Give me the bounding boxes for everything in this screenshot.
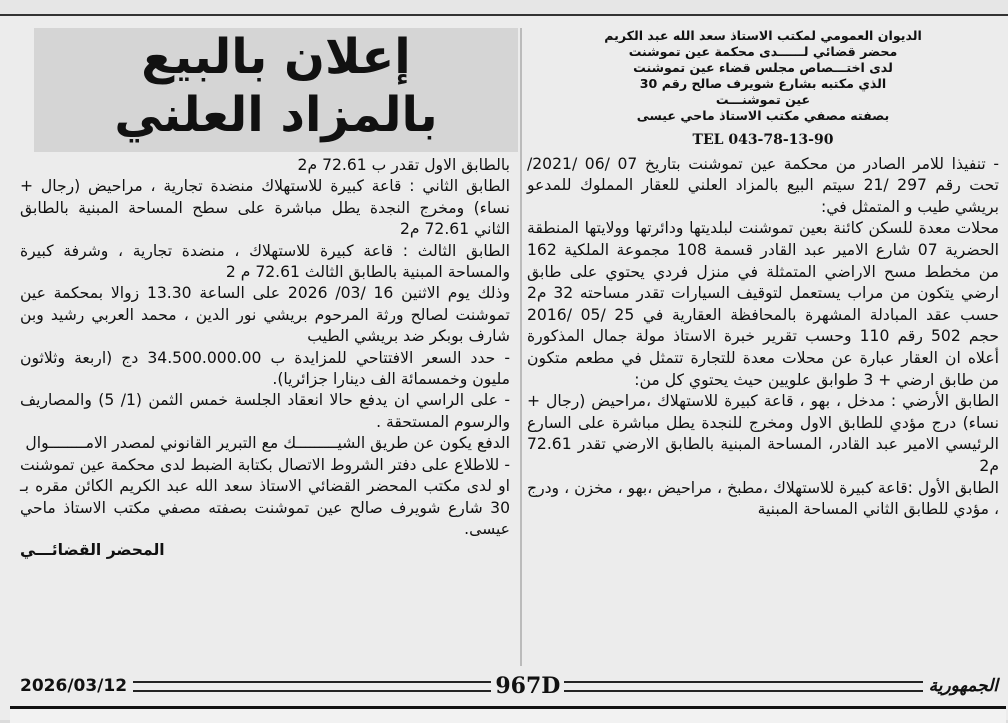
page-footer xyxy=(20,672,998,700)
body-paragraph: الطابق الثالث : قاعة كبيرة للاستهلاك ، منضدة تجارية ، وشرفة كبيرة والمساحة المبنية بالطابق الثالث 72.61 م 2 xyxy=(20,241,510,282)
header-line: بصفته مصفي مكتب الاستاذ ماحي عيسى xyxy=(636,108,890,123)
bottom-border xyxy=(10,706,1006,723)
title-line-1: إعلان بالبيع xyxy=(141,29,411,85)
body-paragraph: - على الراسي ان يدفع حالا انعقاد الجلسة خمس الثمن (1/ 5) والمصاريف والرسوم المستحقة . xyxy=(20,391,511,431)
header-line: عين تموشنـــت xyxy=(715,92,811,107)
body-paragraph: - تنفيذا للامر الصادر من محكمة عين تموشنت بتاريخ 07 /06 /2021/تحت رقم 297 /21 سيتم البيع بالمزاد العلني للعقار المملوك للمدعو بريشي طيب و المتمثل في: xyxy=(527,154,999,216)
left-column xyxy=(20,155,510,667)
announcement-code: 967D xyxy=(495,673,561,699)
body-paragraph: محلات معدة للسكن كائنة بعين تموشنت لبلديتها ودائرتها وولايتها المنطقة الحضرية 07 شارع الامير عبد القادر قسمة 108 مجموعة الملكية 162 من مخطط مسح الاراضي المتمثلة في منزل فردي يحتوي على طابق ارضي يتكون من مراب يستعمل لتوقيف السيارات تقدر مساحته 32 م2 حسب عقد المبادلة المشهرة بالمحافظة العقارية في 25 /05 /2016 حجم 502 رقم 110 وحسب تقرير خبرة الاستاذ مولة جمال المذكورة أعلاه ان العقار عبارة عن محلات معدة للتجارة تتمثل في مطعم متكون من طابق ارضي + 3 طوابق علويين حيث يحتوي كل من: xyxy=(527,219,1000,389)
announcement-title-box xyxy=(34,28,518,152)
footer-rule xyxy=(564,681,922,692)
footer-rule xyxy=(133,681,491,692)
telephone-number: TEL 043-78-13-90 xyxy=(692,132,834,148)
top-border xyxy=(0,0,1008,16)
header-line: الديوان العمومي لمكتب الاستاذ سعد الله عبد الكريم xyxy=(604,28,922,43)
header-line: الذي مكتبه بشارع شويرف صالح رقم 30 xyxy=(639,76,887,91)
title-line-2: بالمزاد العلني xyxy=(114,87,438,143)
column-divider xyxy=(520,28,522,666)
bailiff-office-header xyxy=(527,28,999,124)
body-paragraph: بالطابق الاول تقدر ب 72.61 م2 xyxy=(297,156,510,174)
newspaper-logo: الجمهورية xyxy=(928,676,999,696)
body-paragraph: الطابق الثاني : قاعة كبيرة للاستهلاك منضدة تجارية ، مراحيض (رجال + نساء) ومخرج النجدة يطل مباشرة على سطح المساحة المبنية بالطابق الثاني 72.61 م2 xyxy=(20,177,510,239)
body-paragraph: الطابق الأرضي : مدخل ، بهو ، قاعة كبيرة للاستهلاك ،مراحيض (رجال + نساء) درج مؤدي للطابق الاول ومخرج للنجدة يطل مباشرة على السارع الرئيسي الامير عبد القادر، المساحة المبنية بالطابق الارضي تقدر 72.61 م2 xyxy=(527,392,999,475)
body-paragraph: - حدد السعر الافتتاحي للمزايدة ب 34.500.000.00 دج (اربعة وثلاثون مليون وخمسمائة الف دينارا جزائريا). xyxy=(20,348,510,389)
publication-date: 2026/03/12 xyxy=(20,676,128,696)
signature-wrap xyxy=(20,540,510,561)
body-paragraph: الطابق الأول :قاعة كبيرة للاستهلاك ،مطبخ ، مراحيض ،بهو ، مخزن ، ودرج ، مؤدي للطابق الثاني المساحة المبنية xyxy=(527,478,999,519)
bailiff-signature: المحضر القضائـــي xyxy=(20,541,165,560)
body-paragraph: - للاطلاع على دفتر الشروط الاتصال بكتابة الضبط لدى محكمة عين تموشنت او لدى مكتب المحضر القضائي الاستاذ سعد الله عبد الكريم الكائن مقره بـ 30 شارع شويرف صالح عين تموشنت بصفته مصفي مكتب الاستاذ ماحي عيسى. xyxy=(20,455,510,538)
header-line: محضر قضائي لــــــدى محكمة عين تموشنت xyxy=(628,44,898,59)
body-paragraph: الدفع يكون عن طريق الشيـــــــــك مع التبرير القانوني لمصدر الامــــــــوال xyxy=(25,434,510,453)
right-column xyxy=(527,28,999,672)
header-line: لدى اختـــصاص مجلس قضاء عين تموشنت xyxy=(633,60,893,75)
body-paragraph: وذلك يوم الاثنين 16 /03/ 2026 على الساعة 13.30 زوالا بمحكمة عين تموشنت لصالح ورثة المرحوم بريشي نور الدين ، محمد العربي رشيد وبن شارف بوبكر ضد بريشي الطيب xyxy=(20,284,510,346)
